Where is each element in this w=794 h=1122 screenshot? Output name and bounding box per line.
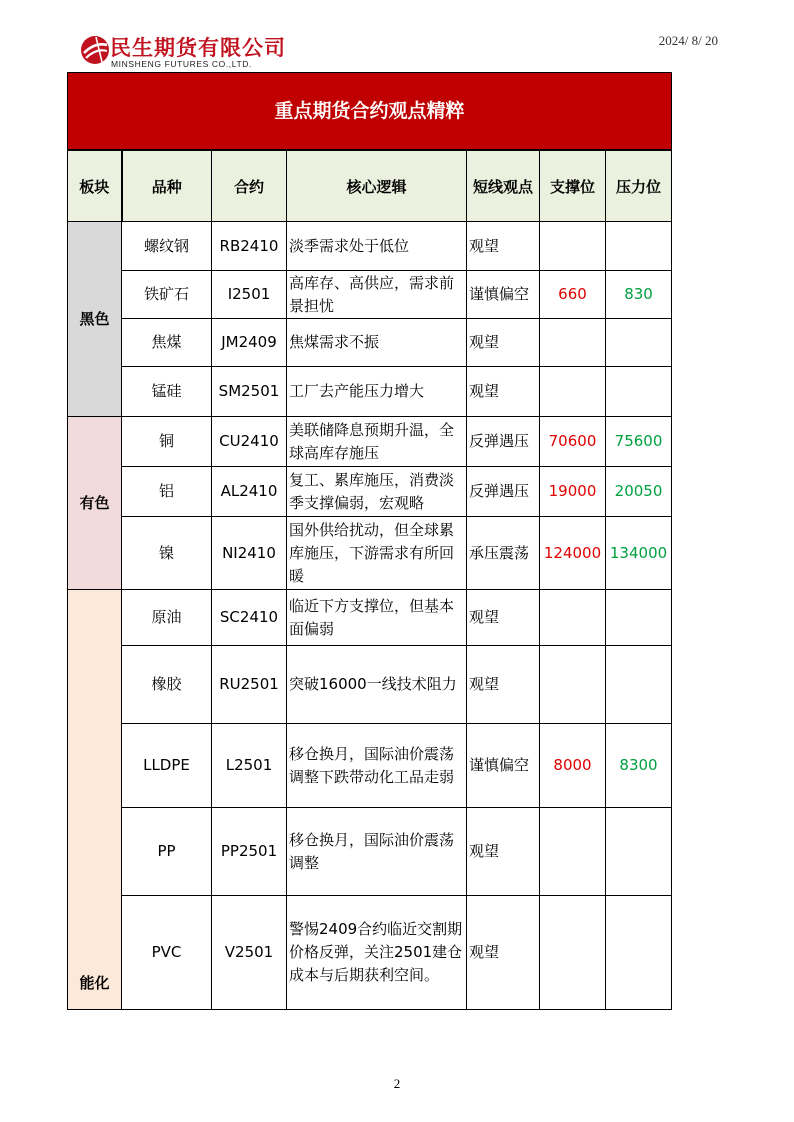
col-header-variety: 品种 xyxy=(122,150,212,222)
variety-cell: PVC xyxy=(122,896,212,1010)
variety-cell: 铝 xyxy=(122,467,212,517)
col-header-resistance: 压力位 xyxy=(606,150,672,222)
resistance-cell xyxy=(606,367,672,417)
contract-cell: RU2501 xyxy=(212,646,287,724)
table-row xyxy=(68,271,672,319)
logic-cell: 移仓换月，国际油价震荡调整下跌带动化工品走弱 xyxy=(287,724,467,808)
logic-cell: 突破16000一线技术阻力 xyxy=(287,646,467,724)
contracts-table xyxy=(67,72,672,1010)
logic-cell: 复工、累库施压，消费淡季支撑偏弱，宏观略 xyxy=(287,467,467,517)
report-date: 2024/ 8/ 20 xyxy=(658,33,718,48)
logic-cell: 淡季需求处于低位 xyxy=(287,222,467,271)
contract-cell: NI2410 xyxy=(212,517,287,590)
view-cell: 谨慎偏空 xyxy=(467,271,540,319)
resistance-cell: 8300 xyxy=(606,724,672,808)
support-cell xyxy=(540,222,606,271)
table-row xyxy=(68,646,672,724)
view-cell: 观望 xyxy=(467,319,540,367)
page-number: 2 xyxy=(393,1076,401,1091)
resistance-cell: 830 xyxy=(606,271,672,319)
sector-label-nonferrous: 有色 xyxy=(68,417,122,590)
support-cell xyxy=(540,590,606,646)
col-header-logic: 核心逻辑 xyxy=(287,150,467,222)
company-name-en: MINSHENG FUTURES CO.,LTD. xyxy=(111,59,252,69)
variety-cell: 原油 xyxy=(122,590,212,646)
col-header-contract: 合约 xyxy=(212,150,287,222)
variety-cell: 锰硅 xyxy=(122,367,212,417)
support-cell: 8000 xyxy=(540,724,606,808)
table-row xyxy=(68,590,672,646)
table-row xyxy=(68,896,672,1010)
view-cell: 谨慎偏空 xyxy=(467,724,540,808)
support-cell xyxy=(540,808,606,896)
support-cell xyxy=(540,896,606,1010)
resistance-cell: 134000 xyxy=(606,517,672,590)
support-cell: 124000 xyxy=(540,517,606,590)
sector-label-energy: 能化 xyxy=(68,590,122,1010)
resistance-cell: 75600 xyxy=(606,417,672,467)
table-row xyxy=(68,319,672,367)
contract-cell: I2501 xyxy=(212,271,287,319)
resistance-cell xyxy=(606,319,672,367)
logic-cell: 警惕2409合约临近交割期价格反弹，关注2501建仓成本与后期获利空间。 xyxy=(287,896,467,1010)
view-cell: 承压震荡 xyxy=(467,517,540,590)
logic-cell: 移仓换月，国际油价震荡调整 xyxy=(287,808,467,896)
contract-cell: PP2501 xyxy=(212,808,287,896)
support-cell: 19000 xyxy=(540,467,606,517)
table-row xyxy=(68,367,672,417)
view-cell: 反弹遇压 xyxy=(467,467,540,517)
variety-cell: PP xyxy=(122,808,212,896)
variety-cell: 螺纹钢 xyxy=(122,222,212,271)
variety-cell: 橡胶 xyxy=(122,646,212,724)
view-cell: 观望 xyxy=(467,808,540,896)
table-title: 重点期货合约观点精粹 xyxy=(68,73,672,151)
logic-cell: 临近下方支撑位，但基本面偏弱 xyxy=(287,590,467,646)
variety-cell: 铁矿石 xyxy=(122,271,212,319)
logic-cell: 焦煤需求不振 xyxy=(287,319,467,367)
variety-cell: 铜 xyxy=(122,417,212,467)
logic-cell: 高库存、高供应，需求前景担忧 xyxy=(287,271,467,319)
variety-cell: 焦煤 xyxy=(122,319,212,367)
col-header-sector: 板块 xyxy=(68,150,122,222)
view-cell: 观望 xyxy=(467,222,540,271)
resistance-cell xyxy=(606,222,672,271)
view-cell: 观望 xyxy=(467,590,540,646)
table-row xyxy=(68,517,672,590)
support-cell xyxy=(540,646,606,724)
contract-cell: SM2501 xyxy=(212,367,287,417)
support-cell: 70600 xyxy=(540,417,606,467)
contract-cell: RB2410 xyxy=(212,222,287,271)
logic-cell: 工厂去产能压力增大 xyxy=(287,367,467,417)
contract-cell: AL2410 xyxy=(212,467,287,517)
table-row xyxy=(68,724,672,808)
resistance-cell xyxy=(606,646,672,724)
contract-cell: L2501 xyxy=(212,724,287,808)
contract-cell: SC2410 xyxy=(212,590,287,646)
company-logo xyxy=(80,32,320,72)
view-cell: 观望 xyxy=(467,646,540,724)
logic-cell: 美联储降息预期升温，全球高库存施压 xyxy=(287,417,467,467)
sector-label-black: 黑色 xyxy=(68,222,122,417)
resistance-cell xyxy=(606,808,672,896)
view-cell: 反弹遇压 xyxy=(467,417,540,467)
support-cell: 660 xyxy=(540,271,606,319)
table-row xyxy=(68,808,672,896)
variety-cell: 镍 xyxy=(122,517,212,590)
table-row xyxy=(68,222,672,271)
col-header-support: 支撑位 xyxy=(540,150,606,222)
view-cell: 观望 xyxy=(467,896,540,1010)
resistance-cell: 20050 xyxy=(606,467,672,517)
table-row xyxy=(68,467,672,517)
contract-cell: V2501 xyxy=(212,896,287,1010)
logo-mark-icon xyxy=(80,34,110,66)
variety-cell: LLDPE xyxy=(122,724,212,808)
contract-cell: JM2409 xyxy=(212,319,287,367)
view-cell: 观望 xyxy=(467,367,540,417)
support-cell xyxy=(540,367,606,417)
table-row xyxy=(68,417,672,467)
table-header-row xyxy=(68,150,672,222)
company-name-cn: 民生期货有限公司 xyxy=(110,36,286,60)
resistance-cell xyxy=(606,590,672,646)
support-cell xyxy=(540,319,606,367)
resistance-cell xyxy=(606,896,672,1010)
logic-cell: 国外供给扰动，但全球累库施压，下游需求有所回暖 xyxy=(287,517,467,590)
contract-cell: CU2410 xyxy=(212,417,287,467)
col-header-view: 短线观点 xyxy=(467,150,540,222)
